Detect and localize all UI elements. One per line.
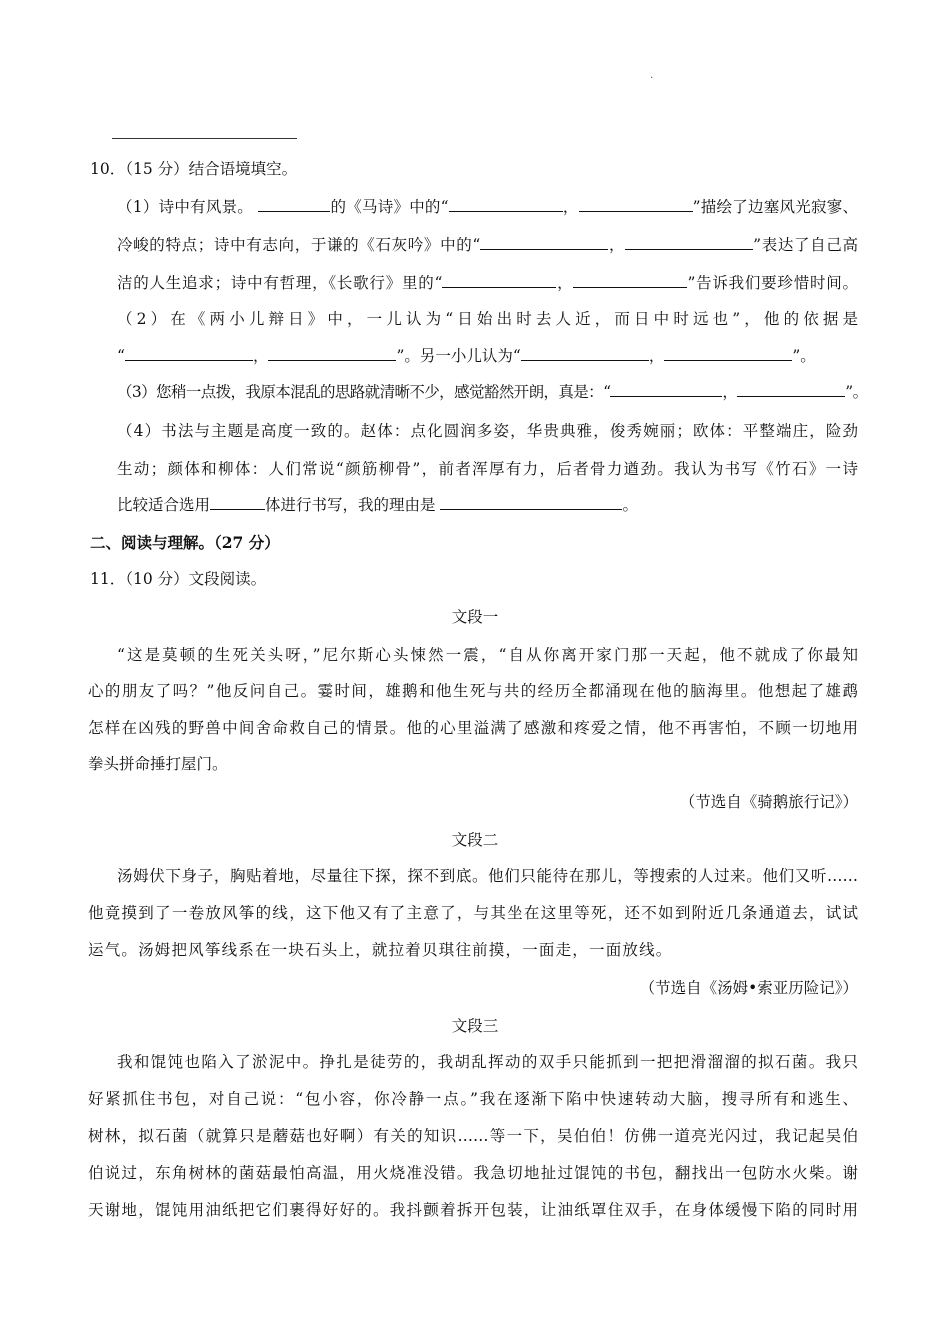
passage-line: 拳头拼命捶打屋门。 [88, 755, 228, 773]
text: （3）您稍一点拨，我原本混乱的思路就清晰不少，感觉豁然开朗，真是：“ [117, 383, 611, 401]
text: 冷峻的特点；诗中有志向，于谦的《石灰吟》中的“ [117, 236, 481, 254]
text: ”。 [792, 347, 816, 365]
fill-blank[interactable] [521, 346, 649, 361]
passage-line: 树林，拟石菌（就算只是蘑菇也好啊）有关的知识……等一下，吴伯伯！仿佛一道亮光闪过，我记起吴伯 [88, 1127, 858, 1145]
q10-title: 10．（15 分）结合语境填空。 [90, 160, 298, 178]
text: ”。另一小儿认为“ [396, 347, 521, 365]
text: ， [562, 198, 579, 216]
passage-line: 天谢地，馄饨用油纸把它们裹得好好的。我抖颤着拆开包装，让油纸罩住双手，在身体缓慢下陷的同时用 [88, 1201, 858, 1219]
text: ， [252, 347, 269, 365]
text: ， [556, 274, 574, 292]
q10-part1-line3 [117, 272, 858, 294]
text: ”表达了自己高 [753, 236, 858, 254]
text: ”。 [845, 383, 868, 401]
fill-blank[interactable] [625, 235, 753, 250]
fill-blank[interactable] [125, 346, 253, 361]
passage-source: （节选自《骑鹅旅行记》） [679, 793, 858, 811]
passage-line: 我和馄饨也陷入了淤泥中。挣扎是徒劳的，我胡乱挥动的双手只能抓到一把把滑溜溜的拟石菌。我只 [117, 1053, 858, 1071]
q10-part4-line2: 生动；颜体和柳体：人们常说“颜筋柳骨”，前者浑厚有力，后者骨力遒劲。我认为书写《竹石》一诗 [117, 460, 858, 478]
fill-blank[interactable] [579, 197, 693, 212]
q10-part3 [117, 381, 868, 403]
fill-blank[interactable] [664, 346, 792, 361]
header-mark: . [650, 70, 654, 81]
text: 。 [622, 496, 638, 514]
fill-blank[interactable] [610, 382, 722, 397]
fill-blank[interactable] [268, 346, 396, 361]
text: 体进行书写，我的理由是 [265, 496, 441, 514]
fill-blank[interactable] [210, 495, 265, 510]
text: ”告诉我们要珍惜时间。 [687, 274, 858, 292]
passage-line: 他竟摸到了一卷放风筝的线，这下他又有了主意了，与其坐在这里等死，还不如到附近几条通道去，试试 [88, 904, 858, 922]
q10-part2-line1: （2）在《两小儿辩日》中，一儿认为“日始出时去人近，而日中时远也”，他的依据是 [117, 310, 858, 328]
answer-line-rule [112, 138, 297, 139]
fill-blank[interactable] [573, 273, 687, 288]
fill-blank[interactable] [442, 273, 556, 288]
passage-line: “这是莫顿的生死关头呀，”尼尔斯心头悚然一震，“自从你离开家门那一天起，他不就成了你最知 [117, 646, 858, 664]
passage-line: 好紧抓住书包，对自己说：“包小容，你冷静一点。”我在逐渐下陷中快速转动大脑，搜寻所有和逃生、 [88, 1090, 858, 1108]
passage-line: 怎样在凶残的野兽中间舍命救自己的情景。他的心里溢满了感激和疼爱之情，他不再害怕，不顾一切地用 [88, 719, 858, 737]
text: ， [608, 236, 626, 254]
q10-part2-line2 [117, 345, 816, 367]
q11-title: 11．（10 分）文段阅读。 [90, 570, 267, 588]
fill-blank[interactable] [737, 382, 845, 397]
text: 的《马诗》中的“ [330, 198, 449, 216]
q10-part1-line1 [117, 196, 858, 218]
passage-heading: 文段二 [451, 831, 499, 849]
fill-blank[interactable] [440, 495, 622, 510]
text: （1）诗中有风景。 [117, 198, 254, 216]
text: ， [648, 347, 665, 365]
fill-blank[interactable] [480, 235, 608, 250]
text: 洁的人生追求；诗中有哲理，《长歌行》里的“ [117, 274, 443, 292]
text: “ [117, 347, 125, 365]
section-heading: 二、阅读与理解。（27 分） [90, 533, 280, 552]
fill-blank[interactable] [258, 197, 330, 212]
passage-source: （节选自《汤姆•索亚历险记》） [639, 979, 858, 997]
text: ， [722, 383, 738, 401]
passage-line: 伯说过，东角树林的菌菇最怕高温，用火烧准没错。我急切地扯过馄饨的书包，翻找出一包防水火柴。谢 [88, 1164, 858, 1182]
text: 比较适合选用 [117, 496, 211, 514]
q10-part4-line3 [117, 494, 638, 516]
passage-heading: 文段三 [451, 1017, 499, 1035]
passage-line: 心的朋友了吗？”他反问自己。霎时间，雄鹅和他生死与共的经历全都涌现在他的脑海里。他想起了雄鹉 [88, 682, 858, 700]
q10-part1-line2 [117, 234, 858, 256]
passage-heading: 文段一 [451, 608, 499, 626]
passage-line: 汤姆伏下身子，胸贴着地，尽量往下探，探不到底。他们只能待在那儿，等搜索的人过来。他们又听…… [117, 867, 858, 885]
fill-blank[interactable] [449, 197, 563, 212]
passage-line: 运气。汤姆把风筝线系在一块石头上，就拉着贝琪往前摸，一面走，一面放线。 [88, 941, 673, 959]
text: ”描绘了边塞风光寂寥、 [692, 198, 858, 216]
q10-part4-line1: （4）书法与主题是高度一致的。赵体：点化圆润多姿，华贵典雅，俊秀婉丽；欧体：平整端庄，险劲 [117, 422, 858, 440]
